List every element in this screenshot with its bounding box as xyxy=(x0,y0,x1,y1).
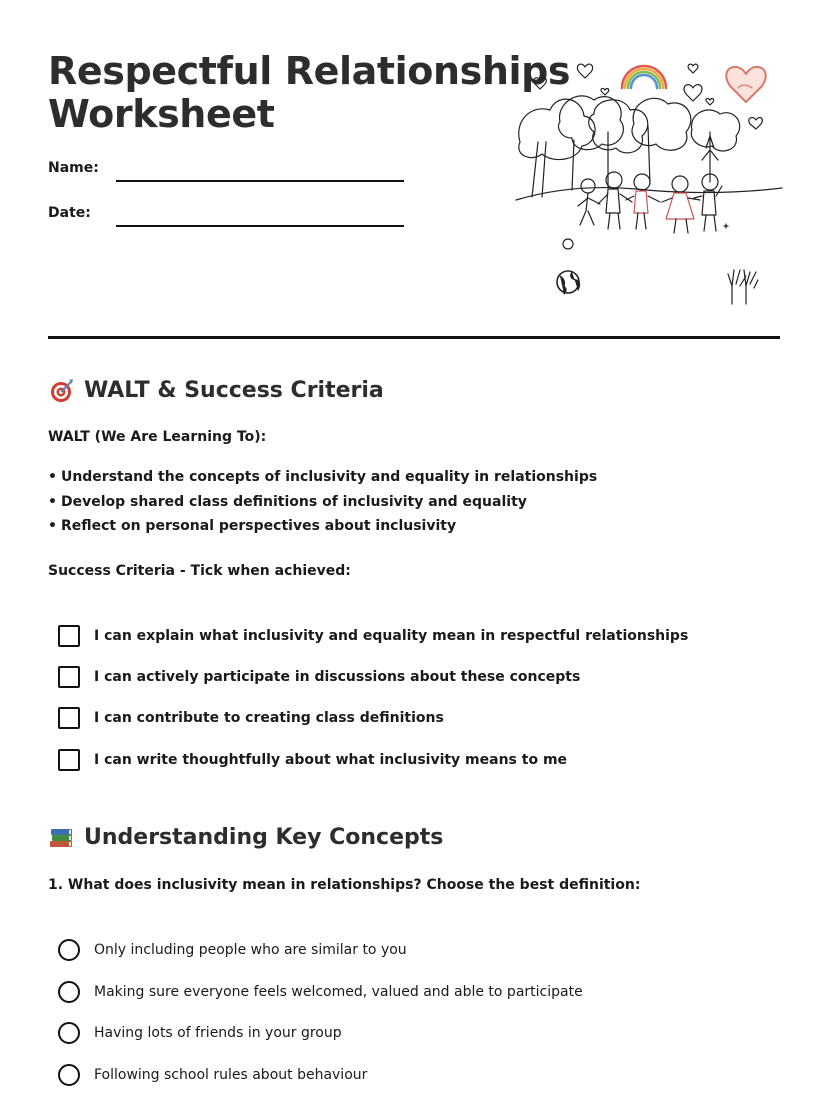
target-icon xyxy=(48,376,76,404)
walt-heading xyxy=(48,376,384,404)
raised-hands-icon xyxy=(728,270,758,304)
concepts-heading-text: Understanding Key Concepts xyxy=(84,824,444,850)
success-criterion-item xyxy=(58,625,688,647)
date-label: Date: xyxy=(48,205,91,221)
answer-label: Having lots of friends in your group xyxy=(94,1025,342,1041)
answer-radio[interactable] xyxy=(58,939,80,961)
rainbow-icon xyxy=(622,66,666,88)
criterion-label: I can explain what inclusivity and equality mean in respectful relationships xyxy=(94,628,689,644)
walt-bullet: • Understand the concepts of inclusivity and equality in relationships xyxy=(48,469,598,485)
books-icon xyxy=(48,823,76,851)
walt-heading-text: WALT & Success Criteria xyxy=(84,377,384,403)
answer-radio[interactable] xyxy=(58,1022,80,1044)
walt-label: WALT (We Are Learning To): xyxy=(48,429,267,445)
success-criteria-label: Success Criteria - Tick when achieved: xyxy=(48,563,351,579)
title-line-2: Worksheet xyxy=(48,92,275,136)
walt-bullet: • Develop shared class definitions of inclusivity and equality xyxy=(48,494,527,510)
name-label: Name: xyxy=(48,160,99,176)
ball-icon xyxy=(563,239,573,249)
criterion-checkbox[interactable] xyxy=(58,625,80,647)
heart-hands-icon xyxy=(726,67,765,102)
name-field[interactable] xyxy=(116,180,404,182)
children-park-illustration xyxy=(510,52,788,314)
answer-label: Making sure everyone feels welcomed, valued and able to participate xyxy=(94,984,583,1000)
tree-group xyxy=(519,96,740,197)
date-field[interactable] xyxy=(116,225,404,227)
title-line-1: Respectful Relationships xyxy=(48,49,571,93)
answer-radio[interactable] xyxy=(58,981,80,1003)
question-1: 1. What does inclusivity mean in relationships? Choose the best definition: xyxy=(48,877,641,893)
walt-bullet: • Reflect on personal perspectives about inclusivity xyxy=(48,518,457,534)
concepts-heading xyxy=(48,823,443,851)
answer-option xyxy=(58,1064,367,1086)
criterion-label: I can write thoughtfully about what inclusivity means to me xyxy=(94,752,568,768)
globe-icon xyxy=(557,271,580,294)
criterion-checkbox[interactable] xyxy=(58,666,80,688)
header-divider xyxy=(48,336,780,339)
criterion-checkbox[interactable] xyxy=(58,707,80,729)
page-title xyxy=(48,50,570,136)
criterion-label: I can actively participate in discussions about these concepts xyxy=(94,669,581,685)
success-criterion-item xyxy=(58,666,580,688)
answer-label: Only including people who are similar to you xyxy=(94,942,407,958)
ground-line xyxy=(516,188,782,200)
answer-option xyxy=(58,939,407,961)
answer-label: Following school rules about behaviour xyxy=(94,1067,368,1083)
success-criterion-item xyxy=(58,707,444,729)
children-group xyxy=(578,172,722,233)
criterion-label: I can contribute to creating class definitions xyxy=(94,710,444,726)
success-criterion-item xyxy=(58,749,567,771)
answer-option xyxy=(58,1022,342,1044)
answer-option xyxy=(58,981,583,1003)
answer-radio[interactable] xyxy=(58,1064,80,1086)
flower-icon xyxy=(724,224,728,228)
criterion-checkbox[interactable] xyxy=(58,749,80,771)
